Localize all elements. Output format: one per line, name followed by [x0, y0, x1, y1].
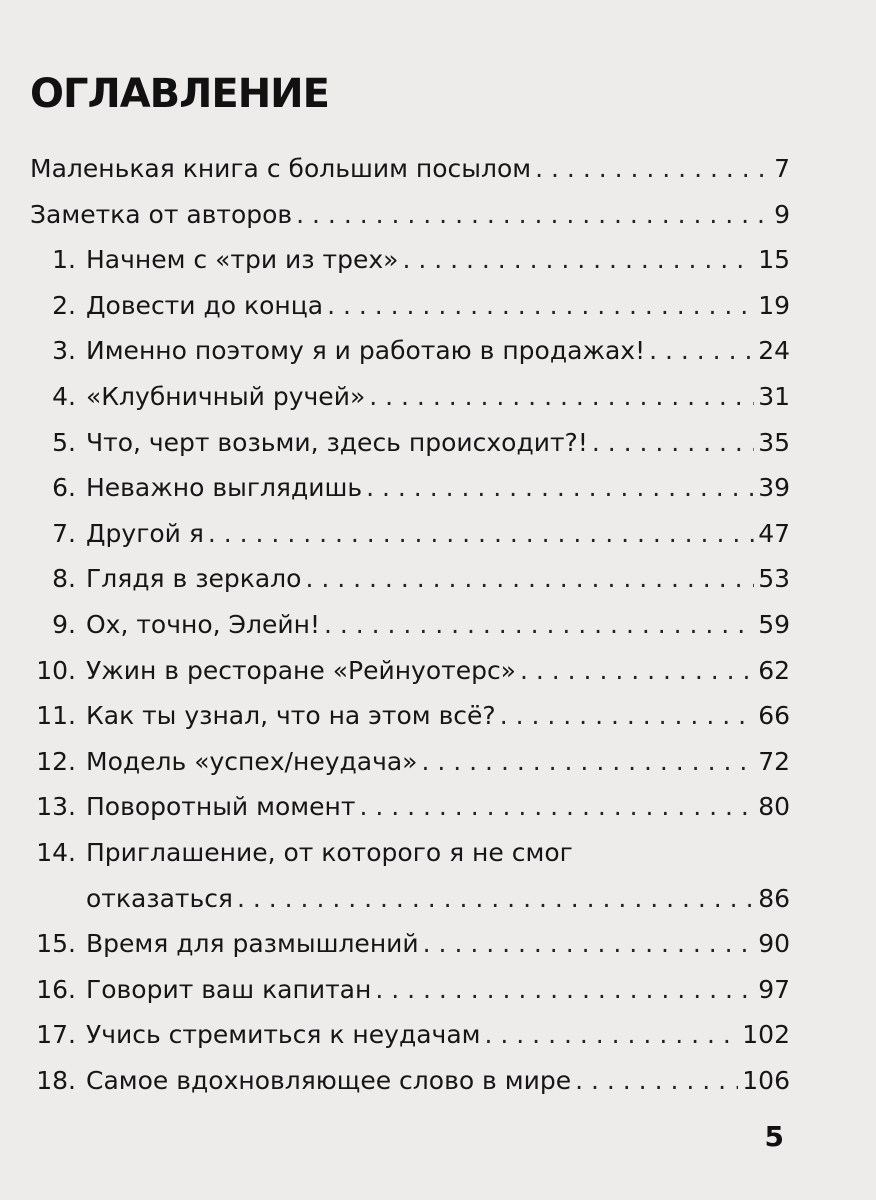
toc-entry-number: 10. [36, 655, 76, 685]
toc-entry-label: Начнем с «три из трех» [86, 245, 399, 275]
toc-entry [30, 237, 790, 283]
dot-leader [327, 283, 754, 329]
toc-entry-page: 47 [758, 518, 790, 548]
dot-leader [520, 648, 754, 694]
dot-leader [649, 328, 754, 374]
dot-leader [423, 921, 755, 967]
toc-entry-number: 1. [52, 245, 76, 275]
dot-leader [592, 420, 754, 466]
toc-entry-label: Приглашение, от которого я не смог [86, 837, 573, 867]
toc-entry-number: 13. [36, 792, 76, 822]
toc-entry [30, 283, 790, 329]
dot-leader [375, 967, 754, 1013]
toc-entry-page: 7 [774, 154, 790, 183]
toc-entry [30, 693, 790, 739]
toc-entry-page: 15 [758, 245, 790, 275]
toc-entry [30, 328, 790, 374]
toc-entry [30, 556, 790, 602]
toc-entry-label: Время для размышлений [86, 929, 419, 959]
toc-entry-number: 17. [36, 1020, 76, 1050]
toc-entry [30, 374, 790, 420]
toc-entry-number: 3. [52, 336, 76, 366]
toc-entry-number: 5. [52, 427, 76, 457]
toc-entry [30, 146, 790, 192]
toc-entry-number: 4. [52, 381, 76, 411]
toc-entry [30, 1012, 790, 1058]
dot-leader [369, 374, 754, 420]
toc-entry-page: 19 [758, 290, 790, 320]
toc-entry [30, 511, 790, 557]
toc-entry-page: 35 [758, 427, 790, 457]
toc-entry-label: «Клубничный ручей» [86, 381, 366, 411]
toc-entry-page: 66 [758, 701, 790, 731]
toc-entry-page: 72 [758, 746, 790, 776]
toc-entry-label: Маленькая книга с большим посылом [30, 154, 532, 183]
dot-leader [402, 237, 754, 283]
toc-entry-page: 106 [742, 1065, 790, 1095]
toc-entry-page: 86 [758, 883, 790, 913]
toc-entry-label: Учись стремиться к неудачам [86, 1020, 481, 1050]
toc-entry-label: Самое вдохновляющее слово в мире [86, 1065, 572, 1095]
dot-leader [305, 556, 754, 602]
toc-entry [30, 192, 790, 238]
page-title: ОГЛАВЛЕНИЕ [30, 71, 329, 117]
toc-entry-page: 90 [758, 929, 790, 959]
toc-entry-number: 16. [36, 974, 76, 1004]
page-number: 5 [764, 1120, 784, 1153]
toc-entry-number: 2. [52, 290, 76, 320]
toc-entry-label-continued: отказаться [86, 883, 233, 913]
toc-entry [30, 921, 790, 967]
toc-entry-label: Именно поэтому я и работаю в продажах! [86, 336, 646, 366]
dot-leader [237, 876, 754, 922]
toc-entry-page: 39 [758, 473, 790, 503]
dot-leader [500, 693, 754, 739]
dot-leader [208, 511, 754, 557]
toc-entry-page: 97 [758, 974, 790, 1004]
dot-leader [359, 784, 754, 830]
toc-entry-page: 31 [758, 381, 790, 411]
dot-leader [421, 739, 754, 785]
toc-entry [30, 739, 790, 785]
toc-entry-number: 14. [36, 837, 76, 867]
dot-leader [296, 192, 770, 238]
toc-entry-number: 9. [52, 609, 76, 639]
toc-entry-page: 9 [774, 199, 790, 229]
toc-entry-label: Глядя в зеркало [86, 564, 302, 594]
toc-entry [30, 967, 790, 1013]
toc-entry-number: 6. [52, 473, 76, 503]
toc-entry-label: Говорит ваш капитан [86, 974, 372, 1004]
toc-entry [30, 602, 790, 648]
toc-entry-page: 102 [742, 1020, 790, 1050]
toc-entry-page: 62 [758, 655, 790, 685]
dot-leader [485, 1012, 739, 1058]
toc-entry [30, 648, 790, 694]
table-of-contents [30, 146, 790, 1103]
toc-entry [30, 830, 790, 876]
toc-entry-number: 18. [36, 1065, 76, 1095]
toc-entry-continuation [30, 876, 790, 922]
toc-entry-number: 11. [36, 701, 76, 731]
toc-entry [30, 784, 790, 830]
toc-entry-label: Ужин в ресторане «Рейнуотерс» [86, 655, 516, 685]
toc-entry-number: 15. [36, 929, 76, 959]
toc-entry [30, 1058, 790, 1104]
toc-entry [30, 420, 790, 466]
toc-entry-label: Что, черт возьми, здесь происходит?! [86, 427, 588, 457]
dot-leader [366, 465, 754, 511]
toc-entry-label: Ох, точно, Элейн! [86, 609, 320, 639]
toc-entry-label: Другой я [86, 518, 204, 548]
toc-entry-label: Неважно выглядишь [86, 473, 363, 503]
dot-leader [324, 602, 754, 648]
toc-entry-number: 8. [52, 564, 76, 594]
toc-entry-page: 24 [758, 336, 790, 366]
toc-entry [30, 465, 790, 511]
toc-entry-label: Поворотный момент [86, 792, 356, 822]
toc-entry-page: 53 [758, 564, 790, 594]
toc-entry-page: 59 [758, 609, 790, 639]
toc-entry-page: 80 [758, 792, 790, 822]
dot-leader [535, 146, 770, 192]
toc-entry-label: Как ты узнал, что на этом всё? [86, 701, 496, 731]
toc-entry-number: 12. [36, 746, 76, 776]
toc-entry-label: Заметка от авторов [30, 199, 293, 229]
dot-leader [575, 1058, 738, 1104]
toc-entry-label: Модель «успех/неудача» [86, 746, 418, 776]
toc-entry-number: 7. [52, 518, 76, 548]
toc-entry-label: Довести до конца [86, 290, 324, 320]
